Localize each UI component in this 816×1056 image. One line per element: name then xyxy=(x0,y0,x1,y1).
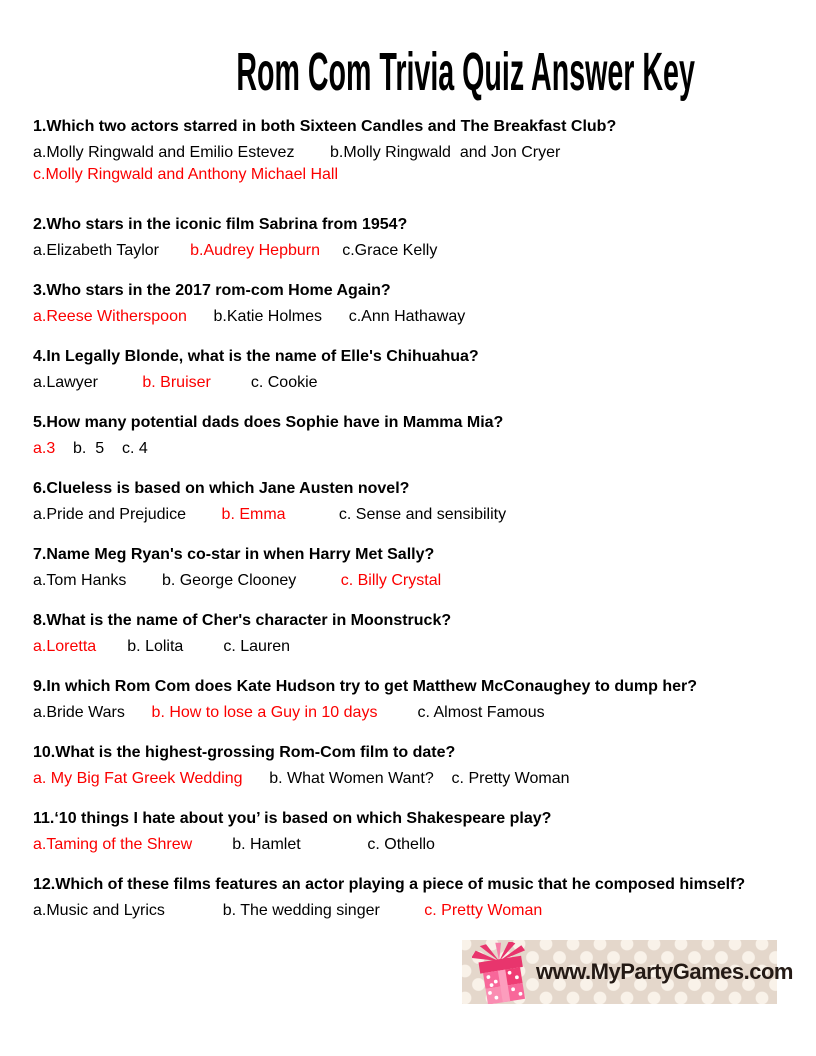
option-c: c. Lauren xyxy=(223,638,291,655)
question-block xyxy=(33,544,783,592)
question-text: 10.What is the highest-grossing Rom-Com film to date? xyxy=(33,744,456,761)
footer xyxy=(33,940,793,1004)
options-line xyxy=(33,504,783,526)
question-text: 8.What is the name of Cher's character in Moonstruck? xyxy=(33,612,452,629)
option-b: b.Molly Ringwald and Jon Cryer xyxy=(330,144,561,161)
question-block xyxy=(33,874,783,922)
option-b: b. Lolita xyxy=(127,638,224,655)
option-c-correct-answer: c. Pretty Woman xyxy=(424,902,543,919)
option-a: a.Elizabeth Taylor xyxy=(33,242,191,259)
options-line xyxy=(33,142,783,164)
option-b-correct-answer: b. Emma xyxy=(221,506,339,523)
option-b-correct-answer: b. How to lose a Guy in 10 days xyxy=(151,704,418,721)
option-b: b. The wedding singer xyxy=(222,902,425,919)
options-line xyxy=(33,636,783,658)
option-a: a.Lawyer xyxy=(33,374,143,391)
option-c: c. Cookie xyxy=(250,374,318,391)
option-a-correct-answer: a.Taming of the Shrew xyxy=(33,836,233,853)
question-block xyxy=(33,412,783,460)
options-line xyxy=(33,164,783,186)
option-a: a.Music and Lyrics xyxy=(33,902,223,919)
option-a: a.Molly Ringwald and Emilio Estevez xyxy=(33,144,331,161)
options-line xyxy=(33,900,783,922)
option-a-correct-answer: a.Loretta xyxy=(33,638,128,655)
question-block xyxy=(33,676,783,724)
options-line xyxy=(33,438,783,460)
option-c: c. Sense and sensibility xyxy=(338,506,507,523)
option-a: a.Bride Wars xyxy=(33,704,152,721)
question-block xyxy=(33,116,783,186)
question-block xyxy=(33,346,783,394)
option-c: c. Pretty Woman xyxy=(451,770,570,787)
options-line xyxy=(33,306,783,328)
question-block xyxy=(33,610,783,658)
question-block xyxy=(33,742,783,790)
option-b: b. Hamlet xyxy=(232,836,368,853)
option-a: a.Pride and Prejudice xyxy=(33,506,222,523)
question-text: 4.In Legally Blonde, what is the name of Elle's Chihuahua? xyxy=(33,348,479,365)
options-line xyxy=(33,834,783,856)
question-block xyxy=(33,478,783,526)
page-title-wrap xyxy=(33,44,783,102)
option-c: c.Grace Kelly xyxy=(342,242,438,259)
question-text: 12.Which of these films features an actor playing a piece of music that he composed himself? xyxy=(33,876,746,893)
options-line xyxy=(33,372,783,394)
mypartygames-logo-banner xyxy=(462,940,793,1004)
question-text: 3.Who stars in the 2017 rom-com Home Again? xyxy=(33,282,391,299)
option-c: c. Othello xyxy=(367,836,435,853)
question-block xyxy=(33,808,783,856)
option-c: c. Almost Famous xyxy=(417,704,545,721)
options-line xyxy=(33,570,783,592)
question-text: 2.Who stars in the iconic film Sabrina from 1954? xyxy=(33,216,408,233)
option-b-correct-answer: b. Bruiser xyxy=(142,374,251,391)
option-c: c. 4 xyxy=(121,440,148,457)
option-b: b.Katie Holmes xyxy=(213,308,349,325)
questions-list xyxy=(33,116,783,922)
option-b: b. George Clooney xyxy=(161,572,341,589)
option-c: c.Ann Hathaway xyxy=(348,308,466,325)
option-a-correct-answer: a. My Big Fat Greek Wedding xyxy=(33,770,270,787)
question-block xyxy=(33,214,783,262)
options-line xyxy=(33,240,783,262)
question-block xyxy=(33,280,783,328)
question-text: 11.‘10 things I hate about you’ is based on which Shakespeare play? xyxy=(33,810,552,827)
question-text: 1.Which two actors starred in both Sixteen Candles and The Breakfast Club? xyxy=(33,118,617,135)
options-line xyxy=(33,768,783,790)
option-a-correct-answer: a.Reese Witherspoon xyxy=(33,308,214,325)
question-text: 9.In which Rom Com does Kate Hudson try to get Matthew McConaughey to dump her? xyxy=(33,678,698,695)
option-b: b. 5 xyxy=(73,440,122,457)
gift-icon xyxy=(472,942,532,1004)
options-line xyxy=(33,702,783,724)
option-c-correct-answer: c.Molly Ringwald and Anthony Michael Hall xyxy=(33,166,339,183)
option-c-correct-answer: c. Billy Crystal xyxy=(340,572,442,589)
question-text: 6.Clueless is based on which Jane Austen novel? xyxy=(33,480,410,497)
question-text: 7.Name Meg Ryan's co-star in when Harry Met Sally? xyxy=(33,546,435,563)
question-text: 5.How many potential dads does Sophie have in Mamma Mia? xyxy=(33,414,504,431)
option-a-correct-answer: a.3 xyxy=(33,440,74,457)
option-a: a.Tom Hanks xyxy=(33,572,162,589)
website-url: www.MyPartyGames.com xyxy=(536,959,793,984)
option-b: b. What Women Want? xyxy=(269,770,452,787)
page-title: Rom Com Trivia Quiz Answer Key xyxy=(236,42,695,102)
option-b-correct-answer: b.Audrey Hepburn xyxy=(190,242,343,259)
